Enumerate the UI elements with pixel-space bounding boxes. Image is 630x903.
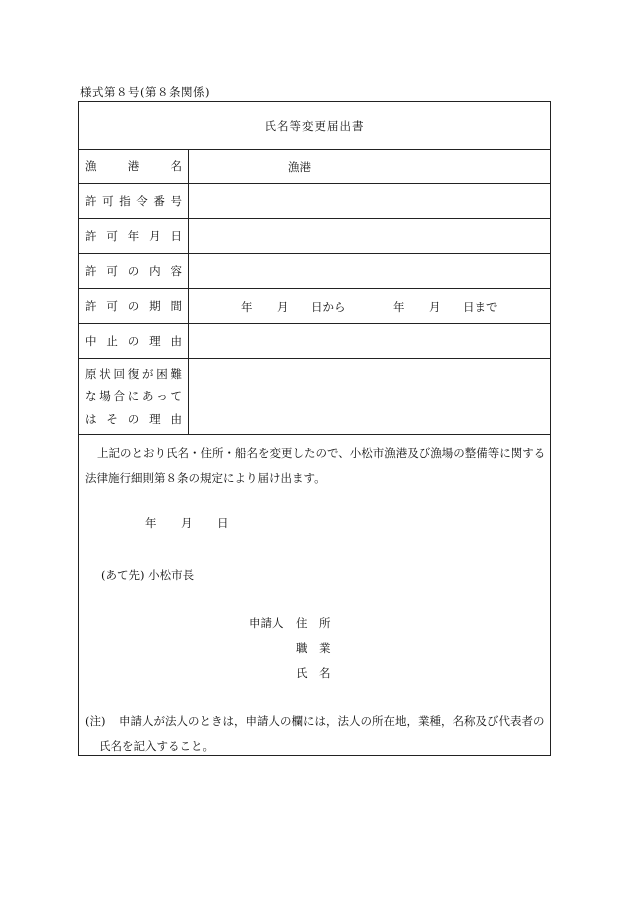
label-char: 可	[106, 264, 118, 278]
label-char: そ	[106, 411, 118, 426]
label-char: 状	[99, 367, 111, 382]
date-day: 日	[217, 516, 229, 530]
permit-date-field[interactable]	[189, 219, 550, 253]
label-char: 止	[106, 334, 118, 348]
note-prefix: (注)	[85, 714, 106, 728]
declaration-section	[79, 435, 550, 755]
row-permit-period	[79, 289, 550, 324]
label-char: 理	[149, 334, 161, 348]
label-char: 由	[170, 411, 182, 426]
label-char: 中	[85, 334, 97, 348]
applicant-occupation-label: 職 業	[296, 641, 331, 655]
label-char: 困	[156, 367, 168, 382]
label-permit-date	[85, 228, 182, 244]
label-char: 回	[113, 367, 125, 382]
applicant-address-label: 住 所	[296, 616, 331, 630]
label-port-name	[85, 158, 182, 174]
date-year: 年	[145, 516, 157, 530]
label-char: 可	[102, 194, 114, 208]
permit-number-field[interactable]	[189, 184, 550, 218]
row-suspension-reason	[79, 324, 550, 359]
label-char: 原	[85, 367, 97, 382]
label-char: の	[127, 299, 140, 313]
applicant-name-label: 氏 名	[296, 666, 331, 680]
label-char: 内	[149, 264, 161, 278]
label-char: 許	[85, 229, 97, 243]
label-char: 復	[127, 367, 140, 382]
applicant-label: 申請人	[249, 616, 284, 630]
period-month-2: 月	[429, 300, 441, 314]
label-char: 年	[127, 229, 140, 243]
row-port-name	[79, 149, 550, 184]
label-char: に	[127, 389, 140, 404]
permit-content-field[interactable]	[189, 254, 550, 288]
label-char: 由	[170, 334, 182, 348]
label-permit-number	[85, 193, 182, 209]
label-char: 難	[170, 367, 182, 382]
row-permit-content	[79, 254, 550, 289]
note-text-continued: 氏名を記入すること。	[99, 739, 214, 753]
form-number-label: 様式第８号(第８条関係)	[80, 85, 210, 99]
label-char: 間	[170, 299, 182, 313]
label-char: 合	[113, 389, 125, 404]
notification-form	[78, 101, 551, 756]
label-permit-period	[85, 298, 182, 314]
label-char: の	[127, 264, 140, 278]
label-char: 指	[119, 194, 131, 208]
label-char: っ	[156, 389, 168, 404]
form-title: 氏名等変更届出書	[79, 102, 550, 150]
period-year-2: 年	[393, 300, 405, 314]
port-name-field[interactable]	[189, 149, 550, 183]
permit-period-field[interactable]	[189, 289, 550, 323]
period-until: 日まで	[463, 300, 498, 314]
label-char: 許	[85, 264, 97, 278]
label-char: 名	[170, 159, 182, 173]
label-char: 令	[136, 194, 148, 208]
label-char: 号	[170, 194, 182, 208]
label-char: 月	[149, 229, 161, 243]
label-suspension-reason	[85, 333, 182, 349]
label-char: 港	[127, 159, 140, 173]
label-char: 可	[106, 229, 118, 243]
label-char: な	[85, 389, 97, 404]
period-year-1: 年	[241, 300, 253, 314]
row-permit-number	[79, 184, 550, 219]
period-month-1: 月	[277, 300, 289, 314]
declaration-statement: 上記のとおり氏名・住所・船名を変更したので、小松市漁港及び漁場の整備等に関する法律施行細則第８条の規定により届け出ます。	[85, 446, 546, 485]
label-permit-content	[85, 263, 182, 279]
label-char: の	[127, 334, 140, 348]
label-char: の	[127, 411, 140, 426]
label-char: 日	[170, 229, 182, 243]
label-char: 理	[149, 411, 161, 426]
port-name-value: 漁港	[288, 160, 311, 174]
row-restoration-reason	[79, 359, 550, 435]
label-char: 容	[170, 264, 182, 278]
addressee: (あて先) 小松市長	[101, 568, 195, 582]
label-char: が	[142, 367, 154, 382]
row-permit-date	[79, 219, 550, 254]
date-month: 月	[181, 516, 193, 530]
label-char: 漁	[85, 159, 97, 173]
label-char: あ	[142, 389, 154, 404]
note-text: 申請人が法人のときは，申請人の欄には，法人の所在地，業種，名称及び代表者の	[119, 714, 545, 728]
label-char: 可	[106, 299, 118, 313]
label-char: 許	[85, 194, 97, 208]
suspension-reason-field[interactable]	[189, 324, 550, 358]
label-char: 場	[99, 389, 111, 404]
period-from: 日から	[311, 300, 346, 314]
restoration-reason-field[interactable]	[189, 359, 550, 434]
label-char: 許	[85, 299, 97, 313]
label-restoration-reason	[79, 359, 189, 434]
label-char: 番	[153, 194, 165, 208]
label-char: は	[85, 411, 97, 426]
label-char: 期	[149, 299, 161, 313]
label-char: て	[170, 389, 182, 404]
